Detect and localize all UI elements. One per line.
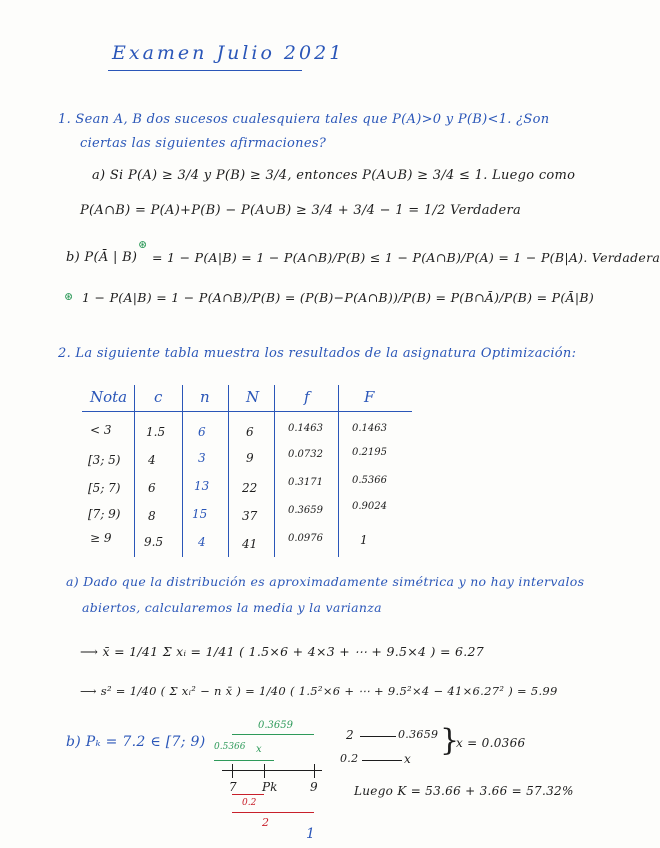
table-cell: 0.3171 (288, 477, 323, 488)
header-f: f (304, 388, 310, 406)
table-cell: 37 (242, 509, 258, 523)
axis-tick (232, 764, 233, 778)
table-cell: 0.9024 (352, 501, 387, 512)
unknown-x-label: x (256, 744, 262, 755)
table-cell: 15 (192, 507, 208, 521)
table-cell: [5; 7) (88, 481, 121, 495)
proportion-result: x = 0.0366 (456, 736, 526, 750)
proportion-row2-left: 0.2 (340, 752, 359, 765)
table-cell: 0.0732 (288, 449, 323, 460)
table-divider (274, 385, 275, 557)
q2-heading: 2. La siguiente tabla muestra los resultados de la asignatura Optimización: (58, 346, 577, 361)
tick-label-7: 7 (229, 780, 237, 794)
table-cell: 6 (198, 425, 206, 439)
cumulative-freq-label: 0.5366 (214, 742, 246, 752)
header-n: n (200, 388, 210, 406)
header-nota: Nota (90, 388, 128, 406)
table-header-rule (82, 411, 412, 412)
table-cell: < 3 (90, 423, 112, 437)
table-cell: 22 (242, 481, 258, 495)
table-cell: 3 (198, 451, 206, 465)
table-divider (182, 385, 183, 557)
table-cell: 1 (360, 533, 368, 547)
variance-formula: ⟶ s² = 1/40 ( Σ xᵢ² − n x̄ ) = 1/40 ( 1.5²×6 + ⋯ + 9.5²×4 − 41×6.27² ) = 5.99 (80, 684, 558, 698)
table-cell: 0.3659 (288, 505, 323, 516)
offset-segment (232, 794, 264, 795)
table-cell: 9.5 (144, 535, 164, 549)
table-cell: 0.0976 (288, 533, 323, 544)
table-cell: [7; 9) (88, 507, 121, 521)
axis-line (222, 770, 322, 771)
table-cell: 0.2195 (352, 447, 387, 458)
q1-b-line2: 1 − P(A|B) = 1 − P(A∩B)/P(B) = (P(B)−P(A∩B))/P(B) = P(B∩Ā)/P(B) = P(Ā|B) (82, 290, 595, 305)
width-segment (232, 812, 314, 813)
interval-freq-segment (232, 734, 314, 735)
table-cell: 13 (194, 479, 210, 493)
proportion-rule (360, 736, 396, 737)
table-cell: 0.1463 (288, 423, 323, 434)
axis-tick (264, 764, 265, 778)
width-label: 2 (262, 816, 269, 829)
page-number: 1 (306, 826, 315, 842)
correction-mark-icon: ⊛ (138, 238, 148, 251)
mean-formula: ⟶ x̄ = 1/41 Σ xᵢ = 1/41 ( 1.5×6 + 4×3 + ⋯ + 9.5×4 ) = 6.27 (80, 644, 485, 659)
q1-a-line2: P(A∩B) = P(A)+P(B) − P(A∪B) ≥ 3/4 + 3/4 − 1 = 1/2 Verdadera (80, 203, 522, 218)
unknown-x-segment (214, 760, 274, 761)
table-cell: 8 (148, 509, 156, 523)
table-cell: 41 (242, 537, 258, 551)
correction-mark-icon-2: ⊛ (64, 290, 74, 303)
q1-statement-line1: 1. Sean A, B dos sucesos cualesquiera tales que P(A)>0 y P(B)<1. ¿Son (58, 112, 550, 127)
proportion-rule (362, 760, 402, 761)
table-cell: 4 (198, 535, 206, 549)
proportion-row1-left: 2 (346, 728, 354, 742)
table-cell: 4 (148, 453, 156, 467)
page-title: Examen Julio 2021 (112, 42, 345, 64)
header-N: N (246, 388, 260, 406)
proportion-row2-right: x (404, 752, 412, 766)
percentile-conclusion: Luego K = 53.66 + 3.66 = 57.32% (354, 784, 574, 798)
proportion-row1-right: 0.3659 (398, 728, 439, 741)
header-c: c (154, 388, 163, 406)
table-divider (338, 385, 339, 557)
brace-icon: } (440, 723, 460, 758)
offset-label: 0.2 (242, 798, 257, 808)
q1-a-line1: a) Si P(A) ≥ 3/4 y P(B) ≥ 3/4, entonces P(A∪B) ≥ 3/4 ≤ 1. Luego como (92, 168, 576, 183)
tick-label-9: 9 (310, 780, 318, 794)
q1-statement-line2: ciertas las siguientes afirmaciones? (80, 136, 327, 151)
q2-a-line2: abiertos, calcularemos la media y la varianza (82, 600, 382, 615)
q1-b-prefix: b) P(Ā | B) (66, 250, 138, 265)
table-cell: 1.5 (146, 425, 166, 439)
table-cell: 6 (148, 481, 156, 495)
tick-label-pk: Pk (262, 780, 278, 794)
title-underline (108, 70, 302, 71)
table-cell: 0.1463 (352, 423, 387, 434)
q2-a-line1: a) Dado que la distribución es aproximadamente simétrica y no hay intervalos (66, 574, 585, 589)
interval-freq-label: 0.3659 (258, 720, 293, 731)
q1-b-line1: = 1 − P(A|B) = 1 − P(A∩B)/P(B) ≤ 1 − P(A∩B)/P(A) = 1 − P(B|A). Verdadera (152, 250, 660, 265)
table-cell: [3; 5) (88, 453, 121, 467)
table-divider (134, 385, 135, 557)
table-cell: 0.5366 (352, 475, 387, 486)
q2-b-line: b) Pₖ = 7.2 ∈ [7; 9) (66, 734, 206, 750)
table-cell: 6 (246, 425, 254, 439)
header-F: F (364, 388, 375, 406)
table-cell: ≥ 9 (90, 531, 112, 545)
table-cell: 9 (246, 451, 254, 465)
table-divider (228, 385, 229, 557)
axis-tick (314, 764, 315, 778)
